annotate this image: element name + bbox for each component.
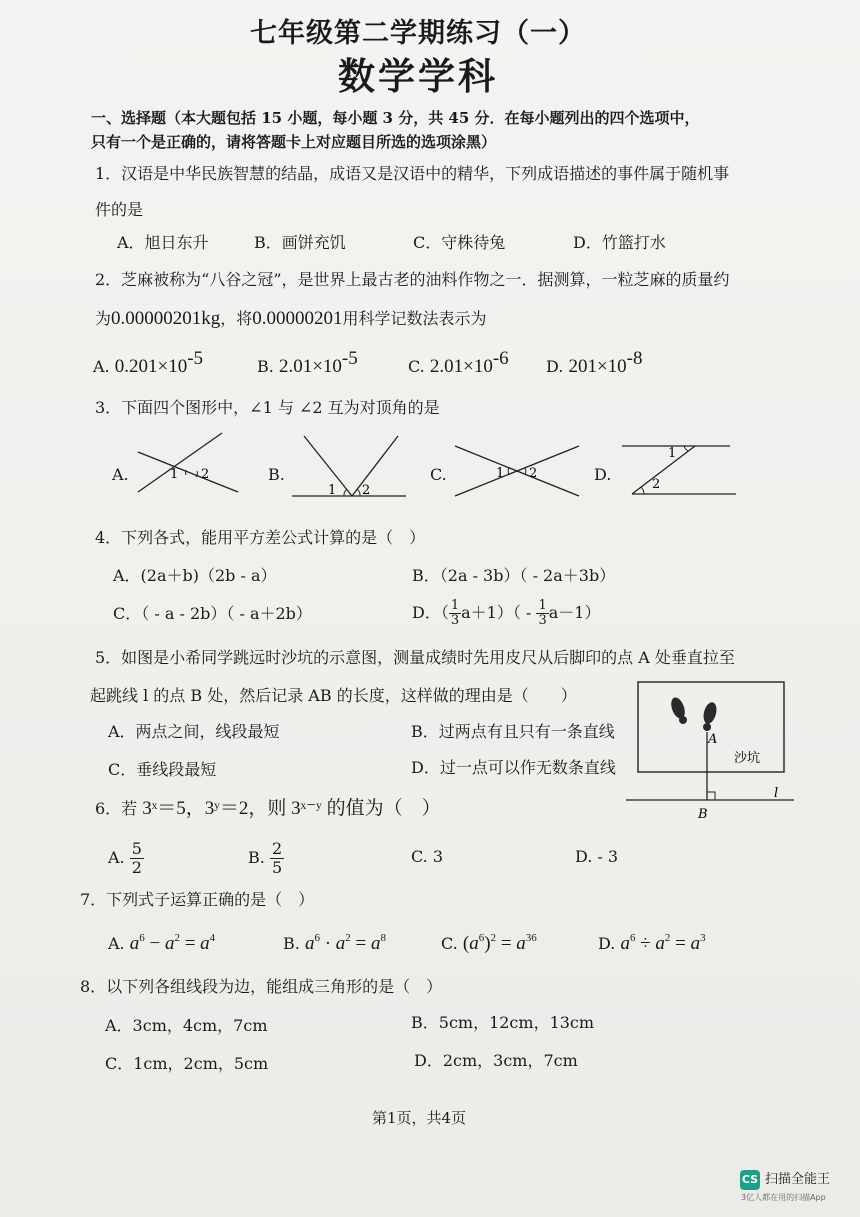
section-heading-line1: 一、选择题（本大题包括 15 小题，每小题 3 分，共 45 分．在每小题列出的四个选项中， <box>91 109 700 127</box>
q6-a-fraction <box>130 840 144 877</box>
q2-number: 0.00000201 <box>252 308 343 329</box>
q5-label-pit: 沙坑 <box>734 751 761 766</box>
q6-option-b <box>248 840 284 877</box>
section-heading-line2: 只有一个是正确的，请将答题卡上对应题目所选的选项涂黑） <box>91 133 497 151</box>
q2-option-b-base: 2.01×10 <box>278 356 342 377</box>
q6-a-num: 5 <box>131 839 142 858</box>
q7-b-expr: $a^6 \cdot a^2 = a^8$ <box>304 932 386 954</box>
q3-stem: 3．下面四个图形中，∠1 与 ∠2 互为对顶角的是 <box>95 398 440 417</box>
q1-stem-line2: 件的是 <box>95 200 144 219</box>
q6-option-c: C. 3 <box>411 847 444 866</box>
q7-b-label: B. <box>283 934 300 953</box>
q4-option-a: A．(2a＋b)（2b - a） <box>113 566 277 585</box>
q2-option-d <box>546 348 643 377</box>
q7-a-label: A. <box>108 934 125 953</box>
q2-option-c <box>408 348 509 377</box>
q6-stem <box>95 799 441 819</box>
q5-option-d: D．过一点可以作无数条直线 <box>411 758 616 777</box>
q8-option-c: C．1cm，2cm，5cm <box>105 1054 269 1073</box>
q6-b-fraction <box>270 840 284 877</box>
q2-stem-line2 <box>95 309 487 329</box>
q2-stem-line1: 2．芝麻被称为“八谷之冠”，是世界上最古老的油料作物之一．据测算，一粒芝麻的质量约 <box>95 270 730 289</box>
q2-option-d-label: D. <box>546 357 564 376</box>
q5-option-a: A．两点之间，线段最短 <box>108 722 280 741</box>
q2-option-c-base: 2.01×10 <box>429 356 493 377</box>
q5-label-l: l <box>774 786 779 801</box>
q7-d-expr: $a^6 \div a^2 = a^3$ <box>620 932 706 954</box>
q2-mass-value: 0.00000201kg <box>111 308 221 329</box>
q4-option-d <box>412 598 600 628</box>
q3-figure-d <box>620 440 740 498</box>
q6-option-d: D. - 3 <box>575 847 619 866</box>
q3-b-angle1: 1 <box>328 483 337 498</box>
q3-a-angle1: 1 <box>170 467 179 482</box>
q1-option-d: D．竹篮打水 <box>573 233 666 252</box>
q1-option-a: A．旭日东升 <box>117 233 209 252</box>
q3-label-b: B. <box>268 465 285 484</box>
q2-option-a-label: A. <box>93 357 110 376</box>
q3-label-c: C. <box>430 465 447 484</box>
q4-d-fraction-1 <box>449 599 461 628</box>
q2-option-d-exp: -8 <box>626 348 643 369</box>
q4-d-mid: a＋1）（ - <box>461 603 537 622</box>
q1-option-c: C．守株待兔 <box>413 233 506 252</box>
q1-stem-line1: 1．汉语是中华民族智慧的结晶，成语又是汉语中的精华，下列成语描述的事件属于随机事 <box>95 164 730 183</box>
q5-stem-line1: 5．如图是小希同学跳远时沙坑的示意图，测量成绩时先用皮尺从后脚印的点 A 处垂直拉至 <box>95 648 735 667</box>
q3-c-angle1: 1 <box>496 466 505 481</box>
q6-b-label: B. <box>248 848 265 867</box>
q2-text-c: 用科学记数法表示为 <box>342 309 487 328</box>
q3-label-a: A. <box>112 465 129 484</box>
q3-d-angle1: 1 <box>668 446 677 461</box>
q4-d-fraction-2 <box>536 599 548 628</box>
q3-c-angle2: 2 <box>529 466 538 481</box>
q4-d-frac1-num: 1 <box>450 598 460 613</box>
q6-option-a <box>108 840 144 877</box>
q8-option-d: D．2cm，3cm，7cm <box>414 1051 578 1070</box>
q2-option-c-exp: -6 <box>492 348 509 369</box>
q3-figure-a <box>130 430 245 500</box>
q5-sandpit-figure <box>626 678 796 823</box>
q1-option-b: B．画饼充饥 <box>254 233 346 252</box>
q6-b-den: 5 <box>271 858 283 877</box>
q8-stem: 8．以下列各组线段为边，能组成三角形的是（ ） <box>80 977 443 996</box>
scanner-brand: 扫描全能王 <box>765 1172 831 1187</box>
page-title: 七年级第二学期练习（一） <box>250 18 586 49</box>
q4-d-frac2-den: 3 <box>538 613 547 628</box>
q2-option-d-base: 201×10 <box>568 356 627 377</box>
q6-a-den: 2 <box>131 858 142 877</box>
q8-option-b: B．5cm，12cm，13cm <box>411 1013 595 1032</box>
q7-a-expr: $a^6 - a^2 = a^4$ <box>129 932 216 954</box>
subject-title: 数学学科 <box>338 54 498 98</box>
q5-option-c: C．垂线段最短 <box>108 760 217 779</box>
scanner-tagline: 3亿人都在用的扫描App <box>741 1193 826 1202</box>
q7-option-d <box>598 934 706 954</box>
q2-text-b: ，将 <box>220 309 253 328</box>
q6-a-label: A. <box>108 848 125 867</box>
q4-d-frac2-num: 1 <box>538 598 547 613</box>
q7-d-label: D. <box>598 934 616 953</box>
q5-label-a: A <box>708 732 718 747</box>
q7-option-b <box>283 934 386 954</box>
q7-option-a <box>108 934 215 954</box>
q3-a-angle2: 2 <box>201 467 210 482</box>
q6-b-num: 2 <box>271 839 283 858</box>
q8-option-a: A．3cm，4cm，7cm <box>105 1016 268 1035</box>
q2-option-b-exp: -5 <box>341 348 358 369</box>
footprint-icon <box>669 696 719 731</box>
q7-c-expr: $(a^6)^2 = a^{36}$ <box>462 932 537 954</box>
q4-d-prefix: D．（ <box>412 603 449 622</box>
q6-expression: 3ˣ＝5，3ʸ＝2，则 3ˣ⁻ʸ 的值为（ ） <box>142 798 441 819</box>
q6-prefix: 6．若 <box>95 799 143 818</box>
q4-d-suffix: a－1） <box>548 603 601 622</box>
q2-option-a-base: 0.201×10 <box>114 356 188 377</box>
q3-b-angle2: 2 <box>362 483 371 498</box>
q7-option-c <box>441 934 537 954</box>
q5-label-b: B <box>698 807 708 822</box>
q4-option-c: C．（ - a - 2b）（ - a＋2b） <box>113 604 312 623</box>
q2-option-b <box>257 348 358 377</box>
q4-stem: 4．下列各式，能用平方差公式计算的是（ ） <box>95 528 426 547</box>
camscanner-logo-icon: CS <box>740 1170 760 1190</box>
q5-option-b: B．过两点有且只有一条直线 <box>411 722 615 741</box>
q3-label-d: D. <box>594 465 612 484</box>
q2-option-c-label: C. <box>408 357 425 376</box>
q4-option-b: B．（2a - 3b）（ - 2a＋3b） <box>412 566 616 585</box>
q2-option-a <box>93 348 204 377</box>
q7-stem: 7．下列式子运算正确的是（ ） <box>80 890 315 909</box>
q2-text-a: 为 <box>95 309 112 328</box>
q7-c-label: C. <box>441 934 458 953</box>
page-number: 第1页，共4页 <box>372 1109 467 1127</box>
q2-option-b-label: B. <box>257 357 274 376</box>
q3-d-angle2: 2 <box>652 477 661 492</box>
q5-stem-line2: 起跳线 l 的点 B 处，然后记录 AB 的长度，这样做的理由是（ ） <box>90 686 577 705</box>
q4-d-frac1-den: 3 <box>450 613 460 628</box>
q3-figure-b <box>290 432 410 500</box>
q2-option-a-exp: -5 <box>187 348 204 369</box>
q3-figure-c <box>453 442 583 500</box>
